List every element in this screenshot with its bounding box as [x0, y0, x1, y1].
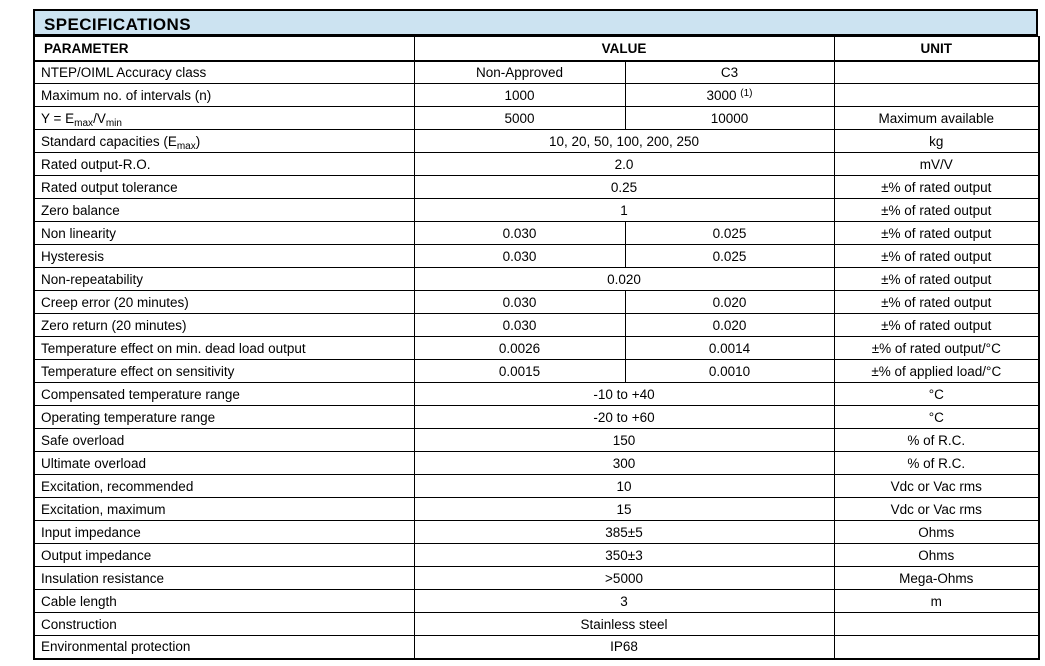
parameter-cell: Excitation, recommended: [34, 475, 414, 498]
parameter-cell: Excitation, maximum: [34, 498, 414, 521]
value-cell: 350±3: [414, 544, 834, 567]
table-row: [34, 130, 1039, 153]
spec-table: [33, 36, 1040, 660]
value-cell-2: 10000: [625, 107, 834, 130]
unit-cell: ±% of rated output: [834, 222, 1039, 245]
value-cell: 385±5: [414, 521, 834, 544]
table-header-row: [34, 37, 1039, 61]
value-cell: -10 to +40: [414, 383, 834, 406]
table-row: [34, 84, 1039, 107]
unit-cell: Maximum available: [834, 107, 1039, 130]
column-header-parameter: PARAMETER: [34, 37, 414, 61]
table-row: [34, 176, 1039, 199]
table-row: [34, 107, 1039, 130]
parameter-cell: NTEP/OIML Accuracy class: [34, 61, 414, 84]
value-cell: 2.0: [414, 153, 834, 176]
parameter-cell: Zero return (20 minutes): [34, 314, 414, 337]
value-cell-1: 0.030: [414, 222, 625, 245]
table-row: [34, 360, 1039, 383]
value-cell-2: C3: [625, 61, 834, 84]
value-cell-1: 5000: [414, 107, 625, 130]
parameter-cell: $Y = E_{max}/V_{min}$: [34, 107, 414, 130]
unit-cell: ±% of rated output: [834, 291, 1039, 314]
section-title: SPECIFICATIONS: [33, 9, 1038, 36]
table-row: [34, 567, 1039, 590]
table-row: [34, 61, 1039, 84]
parameter-cell: Construction: [34, 613, 414, 636]
value-cell: 10, 20, 50, 100, 200, 250: [414, 130, 834, 153]
table-row: [34, 314, 1039, 337]
value-cell: -20 to +60: [414, 406, 834, 429]
unit-cell: kg: [834, 130, 1039, 153]
value-cell: 15: [414, 498, 834, 521]
unit-cell: ±% of rated output/°C: [834, 337, 1039, 360]
table-row: [34, 429, 1039, 452]
value-cell-2: 0.025: [625, 222, 834, 245]
value-cell-1: 1000: [414, 84, 625, 107]
table-row: [34, 337, 1039, 360]
unit-cell: Mega-Ohms: [834, 567, 1039, 590]
parameter-cell: Zero balance: [34, 199, 414, 222]
table-row: [34, 521, 1039, 544]
table-row: [34, 153, 1039, 176]
parameter-cell: Output impedance: [34, 544, 414, 567]
table-row: [34, 636, 1039, 659]
unit-cell: °C: [834, 406, 1039, 429]
table-row: [34, 613, 1039, 636]
parameter-cell: Creep error (20 minutes): [34, 291, 414, 314]
table-row: [34, 498, 1039, 521]
parameter-cell: Insulation resistance: [34, 567, 414, 590]
unit-cell: ±% of rated output: [834, 176, 1039, 199]
unit-cell: [834, 636, 1039, 659]
value-cell: 3: [414, 590, 834, 613]
value-cell-1: 0.0026: [414, 337, 625, 360]
table-row: [34, 406, 1039, 429]
parameter-cell: Rated output tolerance: [34, 176, 414, 199]
unit-cell: mV/V: [834, 153, 1039, 176]
table-row: [34, 291, 1039, 314]
unit-cell: Ohms: [834, 521, 1039, 544]
table-row: [34, 475, 1039, 498]
parameter-cell: Ultimate overload: [34, 452, 414, 475]
table-row: [34, 590, 1039, 613]
table-row: [34, 199, 1039, 222]
value-cell: 10: [414, 475, 834, 498]
table-row: [34, 544, 1039, 567]
parameter-cell: Environmental protection: [34, 636, 414, 659]
value-cell-2: 0.020: [625, 314, 834, 337]
unit-cell: Vdc or Vac rms: [834, 498, 1039, 521]
unit-cell: [834, 61, 1039, 84]
parameter-cell: Non-repeatability: [34, 268, 414, 291]
unit-cell: °C: [834, 383, 1039, 406]
parameter-cell: Safe overload: [34, 429, 414, 452]
value-cell: IP68: [414, 636, 834, 659]
value-cell-1: Non-Approved: [414, 61, 625, 84]
table-row: [34, 268, 1039, 291]
unit-cell: Ohms: [834, 544, 1039, 567]
value-cell: 1: [414, 199, 834, 222]
unit-cell: m: [834, 590, 1039, 613]
spec-table-body: [34, 61, 1039, 659]
value-cell: 0.25: [414, 176, 834, 199]
parameter-cell: Cable length: [34, 590, 414, 613]
value-cell-2: 3000 $^{(1)}$: [625, 84, 834, 107]
table-row: [34, 222, 1039, 245]
parameter-cell: Non linearity: [34, 222, 414, 245]
unit-cell: % of R.C.: [834, 429, 1039, 452]
value-cell: 0.020: [414, 268, 834, 291]
column-header-value: VALUE: [414, 37, 834, 61]
value-cell-2: 0.020: [625, 291, 834, 314]
parameter-cell: Input impedance: [34, 521, 414, 544]
value-cell: Stainless steel: [414, 613, 834, 636]
table-row: [34, 245, 1039, 268]
unit-cell: [834, 613, 1039, 636]
value-cell: 300: [414, 452, 834, 475]
column-header-unit: UNIT: [834, 37, 1039, 61]
value-cell: 150: [414, 429, 834, 452]
unit-cell: ±% of rated output: [834, 199, 1039, 222]
unit-cell: ±% of applied load/°C: [834, 360, 1039, 383]
unit-cell: % of R.C.: [834, 452, 1039, 475]
spec-sheet: [33, 9, 1038, 660]
value-cell-2: 0.025: [625, 245, 834, 268]
value-cell-1: 0.030: [414, 245, 625, 268]
parameter-cell: Hysteresis: [34, 245, 414, 268]
parameter-cell: Standard capacities $(E_{max})$: [34, 130, 414, 153]
table-row: [34, 452, 1039, 475]
unit-cell: Vdc or Vac rms: [834, 475, 1039, 498]
parameter-cell: Maximum no. of intervals (n): [34, 84, 414, 107]
parameter-cell: Rated output-R.O.: [34, 153, 414, 176]
value-cell-1: 0.0015: [414, 360, 625, 383]
parameter-cell: Temperature effect on min. dead load output: [34, 337, 414, 360]
unit-cell: ±% of rated output: [834, 268, 1039, 291]
unit-cell: ±% of rated output: [834, 314, 1039, 337]
value-cell-1: 0.030: [414, 314, 625, 337]
value-cell-2: 0.0014: [625, 337, 834, 360]
table-row: [34, 383, 1039, 406]
value-cell: >5000: [414, 567, 834, 590]
parameter-cell: Compensated temperature range: [34, 383, 414, 406]
unit-cell: ±% of rated output: [834, 245, 1039, 268]
parameter-cell: Temperature effect on sensitivity: [34, 360, 414, 383]
unit-cell: [834, 84, 1039, 107]
value-cell-2: 0.0010: [625, 360, 834, 383]
value-cell-1: 0.030: [414, 291, 625, 314]
parameter-cell: Operating temperature range: [34, 406, 414, 429]
